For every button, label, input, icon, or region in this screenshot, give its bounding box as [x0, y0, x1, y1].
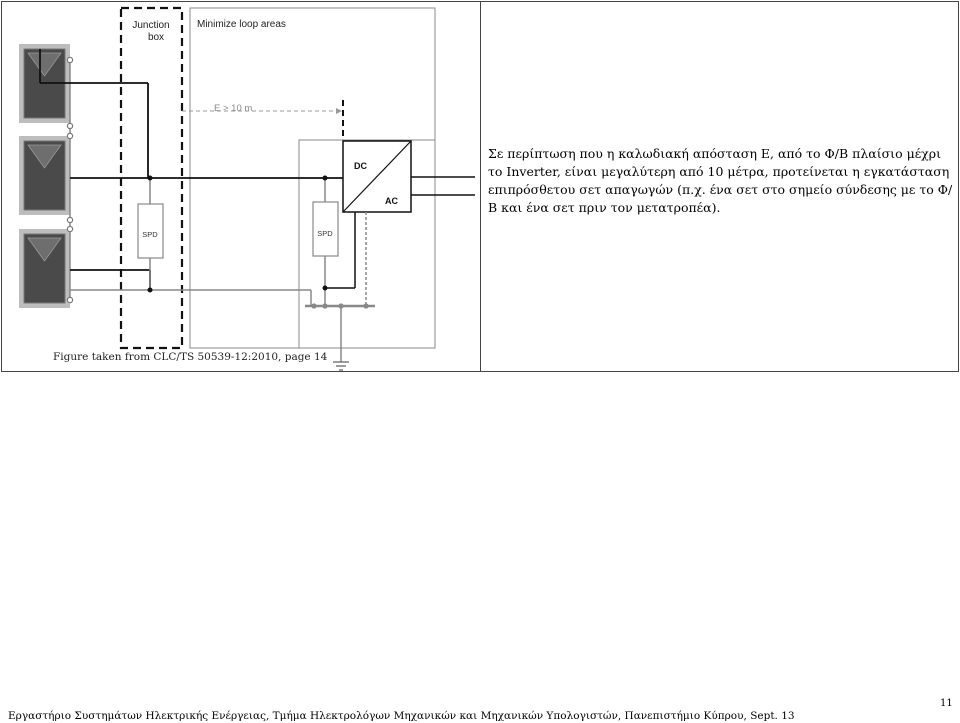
page-number: 11 — [940, 698, 953, 709]
ground-icon — [333, 362, 349, 370]
pv-module-2 — [19, 136, 70, 215]
junction-box-label-2: box — [147, 32, 165, 43]
body-paragraph: Σε περίπτωση που η καλωδιακή απόσταση E, από το Φ/Β πλαίσιο μέχρι το Inverter, είναι μεγαλύτερη από 10 μέτρα, προτείνεται η εγκατάσταση επιπρόσθετου σετ απαγωγών (π.χ. ένα σετ στο σημείο σύνδεσης με το Φ/Β και ένα σετ πριν τον μετατροπέα). — [488, 146, 953, 215]
minimize-loop-label: Minimize loop areas — [197, 19, 286, 30]
ac-label: AC — [385, 196, 398, 206]
dc-label: DC — [354, 161, 367, 171]
spd-2-label: SPD — [317, 229, 333, 238]
junction-box-label-1: Junction — [132, 20, 170, 31]
footer-text: Εργαστήριο Συστημάτων Ηλεκτρικής Ενέργειας, Τμήμα Ηλεκτρολόγων Μηχανικών και Μηχανικών Υπολογιστών, Πανεπιστήμιο Κύπρου, Sept. 13 — [8, 710, 795, 722]
spd-1-label: SPD — [142, 230, 158, 239]
spd-wiring-diagram — [0, 0, 480, 372]
inverter-block — [343, 141, 411, 212]
figure-caption: Figure taken from CLC/TS 50539-12:2010, page 14 — [53, 351, 328, 363]
pv-module-3 — [19, 229, 70, 308]
distance-label: E > 10 m — [214, 103, 253, 114]
